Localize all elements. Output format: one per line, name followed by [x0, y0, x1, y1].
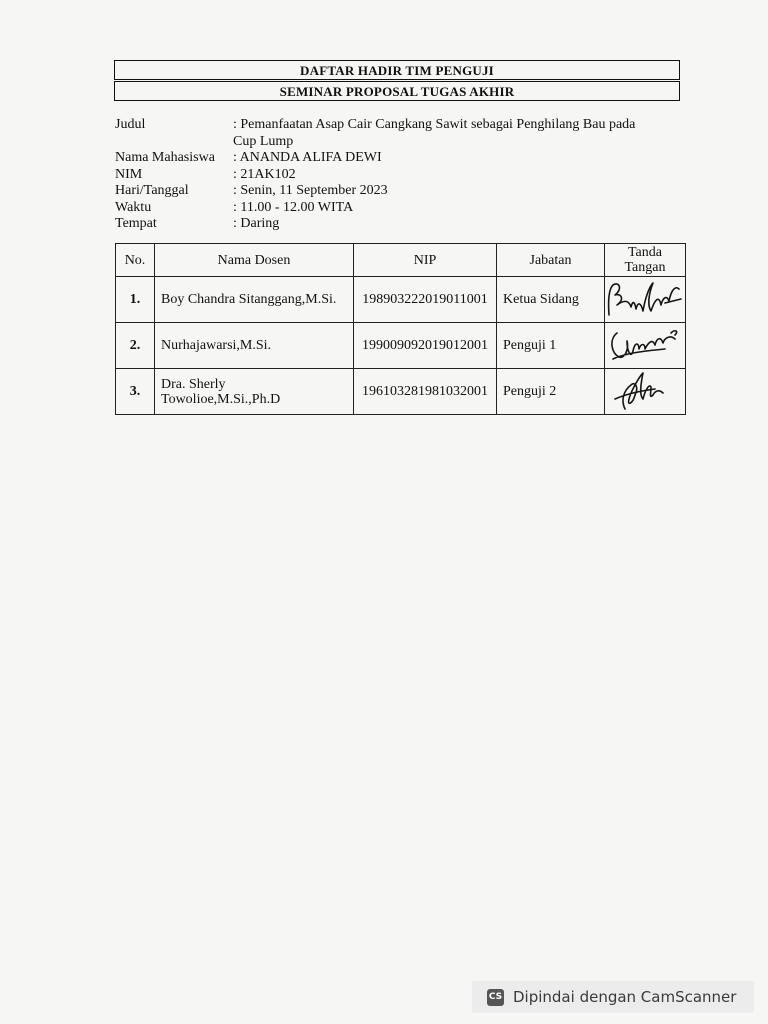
table-row — [116, 323, 686, 369]
document-title: DAFTAR HADIR TIM PENGUJI — [300, 63, 494, 78]
info-row-hari — [115, 183, 663, 200]
judul-line-2: Cup Lump — [233, 133, 294, 149]
info-value: : Senin, 11 September 2023 — [233, 183, 388, 198]
title-box-2 — [114, 81, 680, 101]
info-row-tempat — [115, 216, 663, 233]
signature-1 — [605, 277, 686, 323]
row-nip: 198903222019011001 — [354, 277, 497, 323]
info-row-nama — [115, 150, 663, 167]
header-tanda-tangan — [605, 244, 686, 277]
row-nama-cell — [155, 369, 354, 415]
row-nip: 199009092019012001 — [354, 323, 497, 369]
row-nip: 196103281981032001 — [354, 369, 497, 415]
table-row — [116, 369, 686, 415]
row-jabatan: Ketua Sidang — [497, 277, 605, 323]
info-label: Tempat — [115, 216, 157, 231]
info-value: : 21AK102 — [233, 166, 296, 182]
row-no: 3. — [116, 369, 155, 415]
examiner-table — [115, 243, 686, 415]
row-no: 1. — [116, 277, 155, 323]
info-value — [233, 117, 663, 150]
signature-3 — [605, 369, 686, 415]
info-row-nim — [115, 167, 663, 184]
info-label: NIM — [115, 166, 143, 182]
info-label: Judul — [115, 117, 146, 132]
signature-2 — [605, 323, 686, 369]
header-tanda: Tanda — [627, 245, 662, 260]
camscanner-logo-icon: CS — [487, 989, 504, 1006]
row-nama: Boy Chandra Sitanggang,M.Si. — [155, 277, 354, 323]
row-no: 2. — [116, 323, 155, 369]
row-jabatan: Penguji 2 — [497, 369, 605, 415]
header-nip: NIP — [354, 244, 497, 277]
table-header-row — [116, 244, 686, 277]
info-value: : Daring — [233, 216, 280, 231]
header-no: No. — [116, 244, 155, 277]
header-nama: Nama Dosen — [155, 244, 354, 277]
document-subtitle: SEMINAR PROPOSAL TUGAS AKHIR — [279, 84, 515, 99]
info-row-judul — [115, 117, 663, 150]
info-value: : ANANDA ALIFA DEWI — [233, 150, 382, 165]
table-row — [116, 277, 686, 323]
seminar-info — [115, 117, 663, 233]
info-label: Waktu — [115, 199, 152, 215]
camscanner-watermark — [472, 981, 754, 1013]
row-nama: Nurhajawarsi,M.Si. — [155, 323, 354, 369]
watermark-text: Dipindai dengan CamScanner — [513, 988, 737, 1006]
row-jabatan: Penguji 1 — [497, 323, 605, 369]
row-nama: Dra. Sherly — [161, 376, 226, 392]
title-box-1 — [114, 60, 680, 80]
judul-line-1: : Pemanfaatan Asap Cair Cangkang Sawit sebagai Penghilang Bau pada — [233, 117, 636, 132]
header-jabatan: Jabatan — [497, 244, 605, 277]
info-label: Nama Mahasiswa — [115, 150, 215, 165]
info-row-waktu — [115, 200, 663, 217]
info-value: : 11.00 - 12.00 WITA — [233, 199, 354, 215]
row-nama-line2: Towolioe,M.Si.,Ph.D — [161, 391, 281, 407]
info-label: Hari/Tanggal — [115, 183, 189, 198]
header-tangan: Tangan — [624, 260, 666, 275]
